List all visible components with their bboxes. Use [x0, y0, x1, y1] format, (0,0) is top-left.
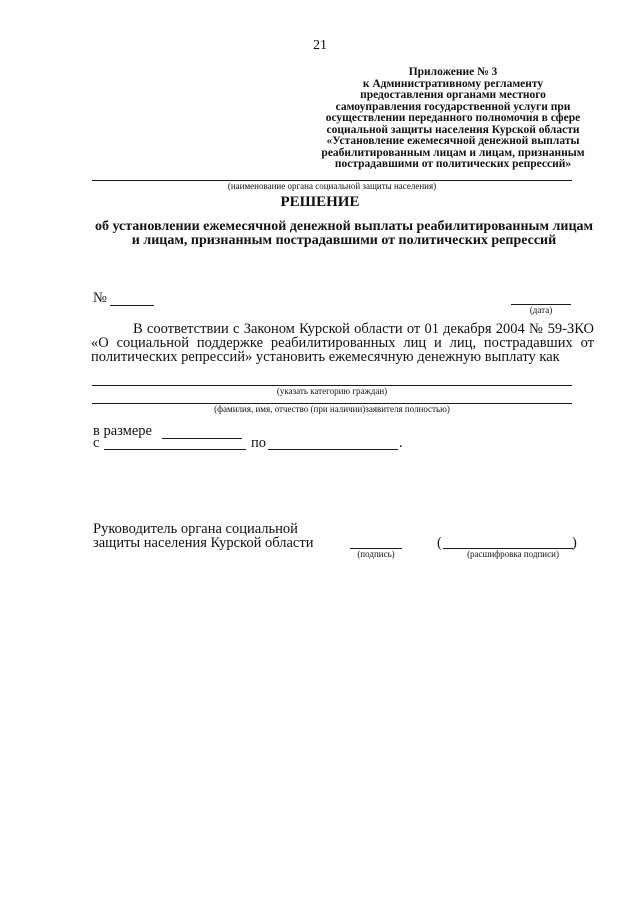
applicant-caption: (фамилия, имя, отчество (при наличии)заявителя полностью): [214, 404, 450, 414]
decode-open-paren: (: [437, 535, 442, 551]
period-end-dot: .: [399, 435, 403, 451]
appendix-line: предоставления органами местного: [360, 89, 546, 101]
signatory-line: защиты населения Курской области: [93, 535, 314, 551]
appendix-line: «Установление ежемесячной денежной выплаты: [326, 135, 580, 147]
authority-caption: (наименование органа социальной защиты населения): [227, 181, 437, 191]
number-label: №: [93, 290, 107, 306]
date-caption: (дата): [529, 305, 553, 315]
document-title: РЕШЕНИЕ: [280, 194, 360, 210]
signatory-line: Руководитель органа социальной: [93, 521, 298, 537]
amount-blank-line: [162, 438, 242, 439]
signature-caption: (подпись): [357, 549, 395, 559]
decode-caption: (расшифровка подписи): [467, 549, 559, 559]
number-blank-line: [110, 305, 154, 306]
page-number: 21: [313, 38, 327, 53]
period-to-line: [268, 449, 398, 450]
category-caption: (указать категорию граждан): [276, 386, 388, 396]
appendix-line: пострадавшими от политических репрессий»: [334, 158, 572, 170]
decode-close-paren: ): [572, 535, 577, 551]
appendix-line: к Административному регламенту: [362, 77, 544, 90]
signatory-title: [93, 522, 313, 550]
appendix-line: Приложение № 3: [408, 66, 498, 78]
appendix-line: реабилитированным лицам и лицам, признанным: [321, 146, 585, 159]
decision-body-text: В соответствии с Законом Курской области от 01 декабря 2004 № 59-ЗКО «О социальной поддержке реабилитированных лиц и лиц, пострадавших от политических репрессий» установить ежемесячную денежную выплату как: [91, 321, 594, 365]
appendix-line: социальной защиты населения Курской области: [326, 123, 580, 136]
appendix-block: [290, 67, 616, 171]
period-from-line: [104, 449, 246, 450]
amount-label: в размере: [93, 423, 152, 439]
appendix-line: самоуправления государственной услуги при: [335, 100, 571, 113]
period-to-label: по: [251, 435, 267, 451]
period-from-label: с: [93, 435, 100, 451]
appendix-line: осуществлении переданного полномочия в сфере: [325, 112, 581, 124]
document-subject: об установлении ежемесячной денежной выплаты реабилитированным лицам и лицам, признанным пострадавшими от политических репрессий: [94, 219, 594, 248]
